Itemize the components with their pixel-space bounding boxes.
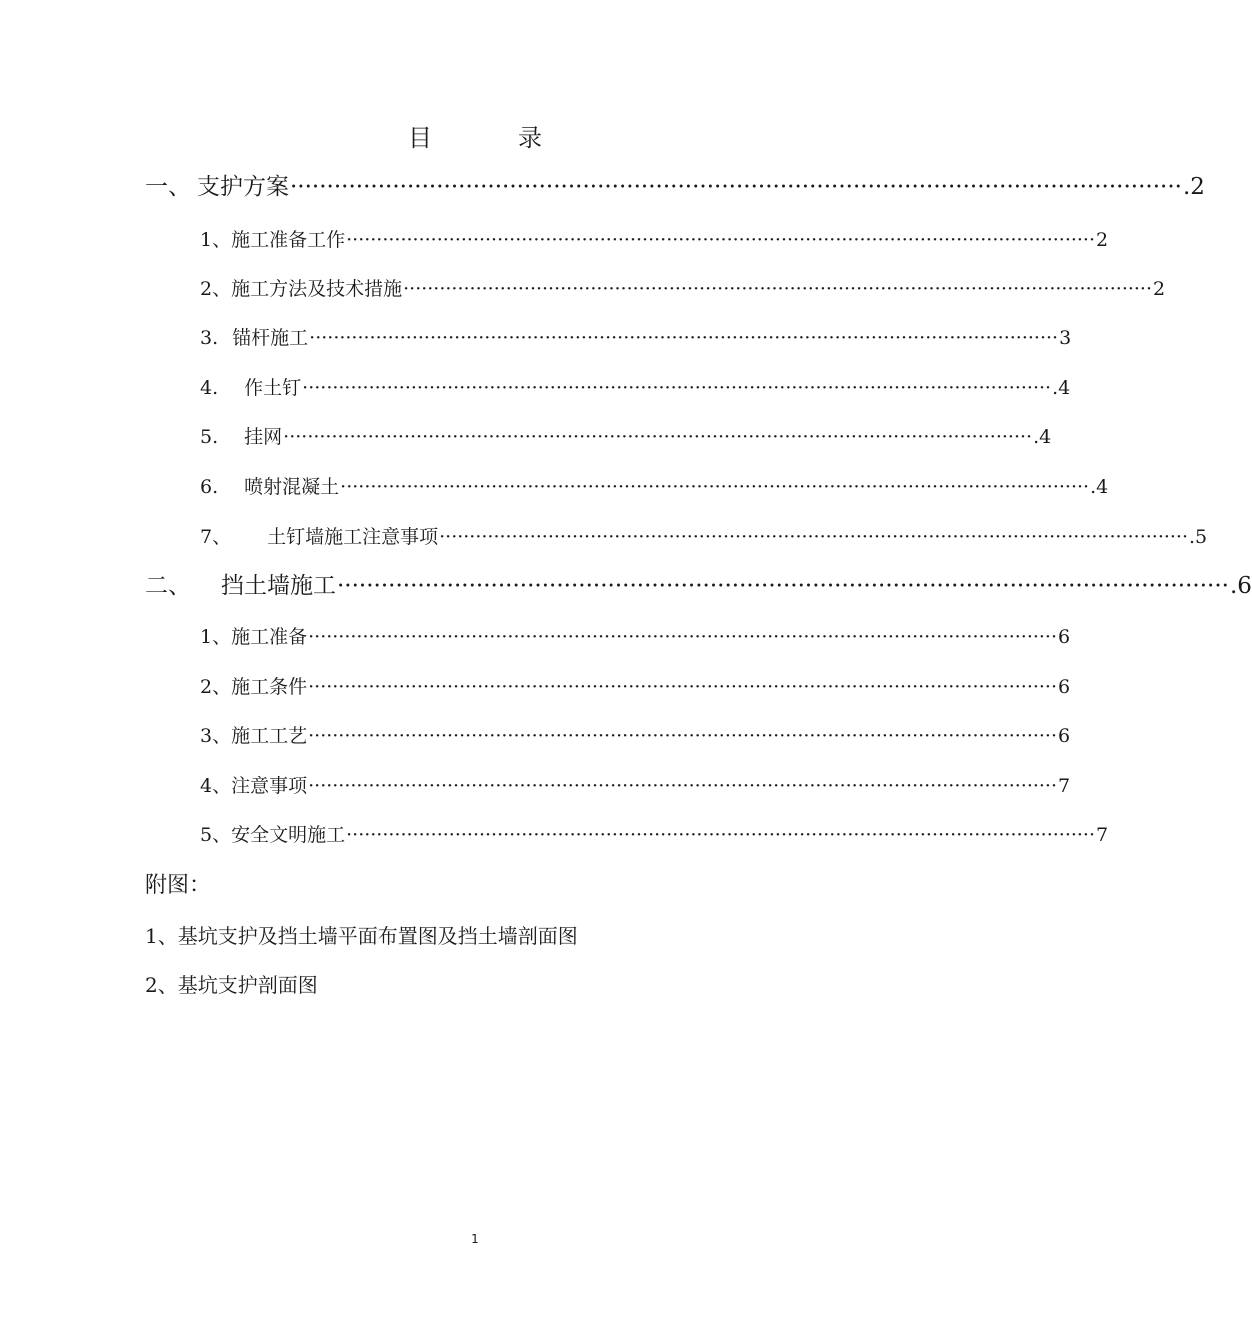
toc-leader: ·························································································································· [337,573,1229,599]
toc-page-number: 7 [1058,775,1071,797]
toc-item-1-5[interactable] [200,422,1052,449]
title-char-1: 目 [408,124,432,152]
toc-label: 土钉墙施工注意事项 [267,526,439,548]
toc-section-1[interactable] [145,168,1205,201]
toc-label: 施工准备 [231,626,308,648]
toc-item-2-5[interactable] [200,820,1109,847]
toc-item-2-3[interactable] [200,721,1071,748]
title-char-2: 录 [518,124,542,152]
toc-page-number: .4 [1033,426,1052,448]
toc-page-number: 6 [1058,725,1071,747]
toc-number: 7、 [200,526,232,548]
toc-page-number: 2 [1153,278,1166,300]
appendix-item-1[interactable]: 1、基坑支护及挡土墙平面布置图及挡土墙剖面图 [145,924,578,948]
toc-number: 一、 [145,174,191,200]
toc-leader: ···························································································································· [283,426,1033,448]
toc-number: 1、 [200,229,232,251]
toc-label: 施工准备工作 [231,229,346,251]
toc-number: 4. [200,377,219,399]
toc-page-number: 3 [1059,327,1072,349]
toc-label: 喷射混凝土 [244,476,340,498]
toc-label: 施工工艺 [231,725,308,747]
toc-item-1-3[interactable] [200,323,1072,350]
toc-leader: ···························································································································· [308,725,1058,747]
toc-leader: ···························································································································· [308,626,1058,648]
toc-number: 二、 [145,573,191,599]
toc-item-1-6[interactable] [200,472,1109,499]
toc-label: 挡土墙施工 [221,573,336,599]
toc-leader: ···························································································································· [346,229,1096,251]
toc-leader: ···························································································································· [302,377,1052,399]
toc-item-1-1[interactable] [200,225,1109,252]
page-title [0,118,950,153]
toc-page-number: 6 [1058,626,1071,648]
toc-number: 6. [200,476,219,498]
toc-label: 挂网 [244,426,283,448]
toc-label: 安全文明施工 [231,824,346,846]
toc-page-number: .2 [1182,174,1205,200]
toc-page-number: .6 [1229,573,1252,599]
toc-item-1-7[interactable] [200,522,1208,549]
toc-page-number: 2 [1096,229,1109,251]
toc-number: 2、 [200,278,232,300]
toc-leader: ···························································································································· [403,278,1153,300]
toc-label: 施工条件 [231,676,308,698]
toc-leader: ···························································································································· [439,526,1189,548]
toc-page-number: .4 [1052,377,1071,399]
toc-section-2[interactable] [145,567,1252,600]
toc-item-1-4[interactable] [200,373,1071,400]
toc-leader: ·························································································································· [290,174,1182,200]
toc-number: 5、 [200,824,232,846]
toc-number: 1、 [200,626,232,648]
toc-label: 支护方案 [197,174,289,200]
toc-number: 5. [200,426,219,448]
toc-item-2-1[interactable] [200,622,1071,649]
toc-number: 3、 [200,725,232,747]
toc-item-1-2[interactable] [200,274,1166,301]
toc-label: 作土钉 [244,377,302,399]
toc-label: 注意事项 [231,775,308,797]
toc-leader: ···························································································································· [340,476,1090,498]
toc-item-2-2[interactable] [200,672,1071,699]
toc-label: 施工方法及技术措施 [231,278,403,300]
appendix-heading: 附图： [145,873,212,898]
toc-leader: ···························································································································· [308,676,1058,698]
toc-number: 2、 [200,676,232,698]
toc-page-number: .5 [1189,526,1208,548]
toc-label: 锚杆施工 [232,327,309,349]
appendix-item-2[interactable]: 2、基坑支护剖面图 [145,973,318,997]
toc-item-2-4[interactable] [200,771,1071,798]
toc-leader: ···························································································································· [309,327,1059,349]
toc-page-number: .4 [1090,476,1109,498]
toc-number: 4、 [200,775,232,797]
toc-page-number: 6 [1058,676,1071,698]
footer-page-number: 1 [471,1232,479,1246]
toc-page-number: 7 [1096,824,1109,846]
toc-number: 3. [200,327,219,349]
toc-leader: ···························································································································· [308,775,1058,797]
toc-leader: ···························································································································· [346,824,1096,846]
